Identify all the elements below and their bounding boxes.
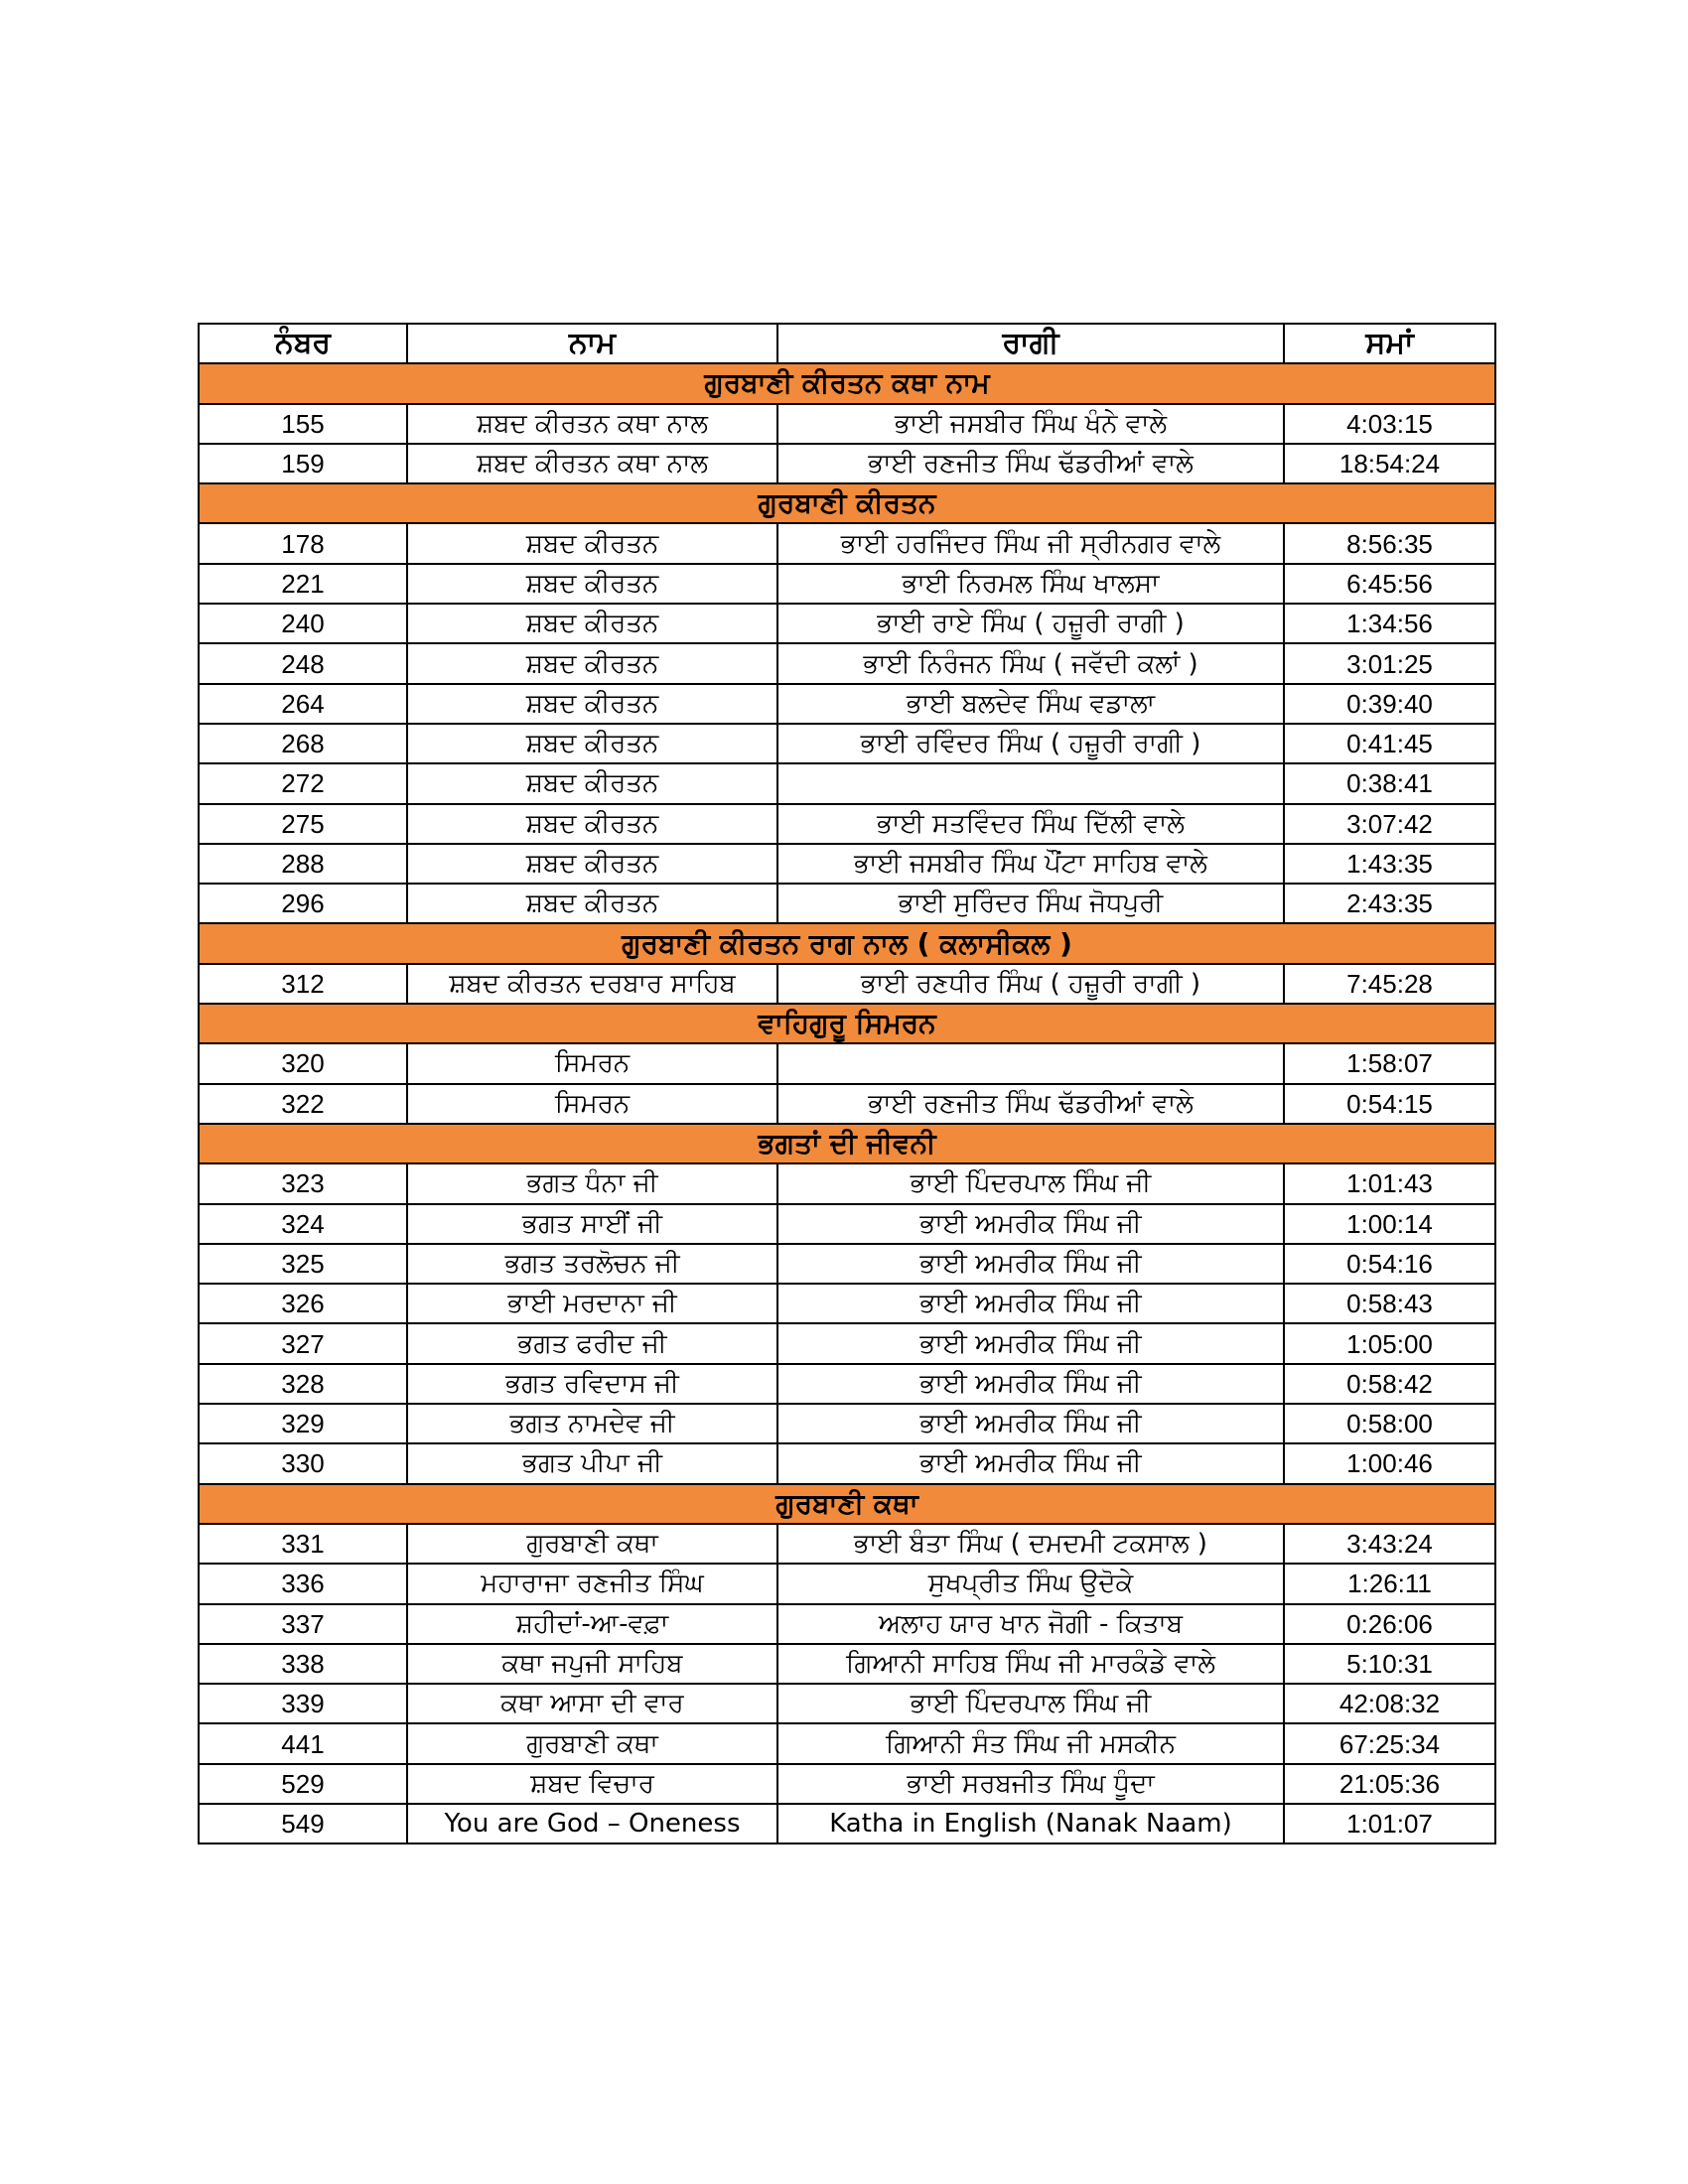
- cell-ragi: ਭਾਈ ਸਤਵਿੰਦਰ ਸਿੰਘ ਦਿੱਲੀ ਵਾਲੇ: [777, 804, 1284, 844]
- cell-number: 326: [199, 1284, 407, 1323]
- cell-number: 339: [199, 1684, 407, 1723]
- cell-number: 336: [199, 1564, 407, 1603]
- cell-time: 0:26:06: [1284, 1604, 1495, 1644]
- cell-name: ਭਗਤ ਧੰਨਾ ਜੀ: [407, 1163, 777, 1203]
- cell-name: ਭਗਤ ਤਰਲੋਚਨ ਜੀ: [407, 1244, 777, 1284]
- table-row: [199, 1163, 1495, 1203]
- cell-name: ਸ਼ਬਦ ਕੀਰਤਨ: [407, 684, 777, 724]
- cell-ragi: ਸੁਖਪ੍ਰੀਤ ਸਿੰਘ ਉਦੋਕੇ: [777, 1564, 1284, 1603]
- cell-time: 67:25:34: [1284, 1723, 1495, 1763]
- catalog-table: [198, 323, 1496, 1844]
- cell-number: 320: [199, 1043, 407, 1083]
- cell-ragi: ਗਿਆਨੀ ਸੰਤ ਸਿੰਘ ਜੀ ਮਸਕੀਨ: [777, 1723, 1284, 1763]
- cell-ragi: ਭਾਈ ਸੁਰਿੰਦਰ ਸਿੰਘ ਜੋਧਪੁਰੀ: [777, 884, 1284, 923]
- cell-ragi: ਅਲਾਹ ਯਾਰ ਖਾਨ ਜੋਗੀ - ਕਿਤਾਬ: [777, 1604, 1284, 1644]
- cell-name: ਗੁਰਬਾਣੀ ਕਥਾ: [407, 1524, 777, 1564]
- section-title: ਗੁਰਬਾਣੀ ਕੀਰਤਨ ਕਥਾ ਨਾਮ: [199, 363, 1495, 403]
- section-title: ਗੁਰਬਾਣੀ ਕੀਰਤਨ ਰਾਗ ਨਾਲ ( ਕਲਾਸੀਕਲ ): [199, 923, 1495, 963]
- cell-number: 268: [199, 724, 407, 763]
- table-row: [199, 1764, 1495, 1804]
- table-row: [199, 1204, 1495, 1244]
- cell-time: 0:41:45: [1284, 724, 1495, 763]
- cell-name: ਭਗਤ ਫਰੀਦ ਜੀ: [407, 1323, 777, 1363]
- cell-name: ਕਥਾ ਜਪੁਜੀ ਸਾਹਿਬ: [407, 1644, 777, 1684]
- table-row: [199, 1084, 1495, 1124]
- cell-time: 0:58:00: [1284, 1404, 1495, 1443]
- cell-ragi: ਭਾਈ ਅਮਰੀਕ ਸਿੰਘ ਜੀ: [777, 1204, 1284, 1244]
- cell-name: ਭਗਤ ਨਾਮਦੇਵ ਜੀ: [407, 1404, 777, 1443]
- cell-name: ਭਾਈ ਮਰਦਾਨਾ ਜੀ: [407, 1284, 777, 1323]
- table-row: [199, 1244, 1495, 1284]
- table-row: [199, 523, 1495, 563]
- cell-time: 0:38:41: [1284, 763, 1495, 803]
- cell-name: ਕਥਾ ਆਸਾ ਦੀ ਵਾਰ: [407, 1684, 777, 1723]
- cell-name: ਸਿਮਰਨ: [407, 1043, 777, 1083]
- table-row: [199, 604, 1495, 643]
- cell-name: ਭਗਤ ਪੀਪਾ ਜੀ: [407, 1443, 777, 1483]
- table-row: [199, 1284, 1495, 1323]
- cell-number: 323: [199, 1163, 407, 1203]
- table-row: [199, 444, 1495, 483]
- table-row: [199, 1323, 1495, 1363]
- cell-name: ਸ਼ਬਦ ਕੀਰਤਨ: [407, 523, 777, 563]
- cell-ragi: ਭਾਈ ਜਸਬੀਰ ਸਿੰਘ ਖੰਨੇ ਵਾਲੇ: [777, 404, 1284, 444]
- cell-time: 0:39:40: [1284, 684, 1495, 724]
- cell-time: 5:10:31: [1284, 1644, 1495, 1684]
- cell-ragi: ਭਾਈ ਅਮਰੀਕ ਸਿੰਘ ਜੀ: [777, 1323, 1284, 1363]
- cell-number: 155: [199, 404, 407, 444]
- table-row: [199, 763, 1495, 803]
- table-row: [199, 724, 1495, 763]
- cell-number: 288: [199, 844, 407, 884]
- cell-ragi: ਭਾਈ ਹਰਜਿੰਦਰ ਸਿੰਘ ਜੀ ਸ੍ਰੀਨਗਰ ਵਾਲੇ: [777, 523, 1284, 563]
- section-header-row: [199, 1484, 1495, 1524]
- section-header-row: [199, 483, 1495, 523]
- table-row: [199, 1443, 1495, 1483]
- cell-name: ਸ਼ਬਦ ਕੀਰਤਨ: [407, 884, 777, 923]
- cell-time: 7:45:28: [1284, 964, 1495, 1004]
- table-row: [199, 1364, 1495, 1404]
- section-header-row: [199, 1124, 1495, 1163]
- cell-name: ਸਿਮਰਨ: [407, 1084, 777, 1124]
- cell-number: 240: [199, 604, 407, 643]
- cell-time: 42:08:32: [1284, 1684, 1495, 1723]
- cell-time: 1:01:07: [1284, 1804, 1495, 1843]
- table-row: [199, 1604, 1495, 1644]
- section-header-row: [199, 923, 1495, 963]
- cell-name: ਸ਼ਬਦ ਵਿਚਾਰ: [407, 1764, 777, 1804]
- cell-name: ਸ਼ਹੀਦਾਂ-ਆ-ਵਫ਼ਾ: [407, 1604, 777, 1644]
- cell-number: 549: [199, 1804, 407, 1843]
- table-row: [199, 1524, 1495, 1564]
- header-number: ਨੰਬਰ: [199, 324, 407, 363]
- cell-name: ਭਗਤ ਰਵਿਦਾਸ ਜੀ: [407, 1364, 777, 1404]
- cell-time: 0:54:16: [1284, 1244, 1495, 1284]
- section-title: ਵਾਹਿਗੁਰੂ ਸਿਮਰਨ: [199, 1004, 1495, 1043]
- table-row: [199, 804, 1495, 844]
- cell-number: 312: [199, 964, 407, 1004]
- cell-ragi: ਭਾਈ ਅਮਰੀਕ ਸਿੰਘ ਜੀ: [777, 1284, 1284, 1323]
- table-row: [199, 1684, 1495, 1723]
- header-row: [199, 324, 1495, 363]
- cell-time: 1:58:07: [1284, 1043, 1495, 1083]
- cell-ragi: Katha in English (Nanak Naam): [777, 1804, 1284, 1843]
- cell-ragi: ਭਾਈ ਰਣਜੀਤ ਸਿੰਘ ਢੱਡਰੀਆਂ ਵਾਲੇ: [777, 1084, 1284, 1124]
- cell-ragi: ਭਾਈ ਰਣਧੀਰ ਸਿੰਘ ( ਹਜ਼ੂਰੀ ਰਾਗੀ ): [777, 964, 1284, 1004]
- cell-number: 324: [199, 1204, 407, 1244]
- cell-number: 338: [199, 1644, 407, 1684]
- cell-ragi: [777, 763, 1284, 803]
- section-header-row: [199, 1004, 1495, 1043]
- cell-ragi: ਭਾਈ ਨਿਰਮਲ ਸਿੰਘ ਖਾਲਸਾ: [777, 564, 1284, 604]
- cell-ragi: ਭਾਈ ਅਮਰੀਕ ਸਿੰਘ ਜੀ: [777, 1364, 1284, 1404]
- cell-name: ਸ਼ਬਦ ਕੀਰਤਨ ਦਰਬਾਰ ਸਾਹਿਬ: [407, 964, 777, 1004]
- cell-number: 330: [199, 1443, 407, 1483]
- header-time: ਸਮਾਂ: [1284, 324, 1495, 363]
- cell-number: 331: [199, 1524, 407, 1564]
- table-row: [199, 1723, 1495, 1763]
- cell-time: 18:54:24: [1284, 444, 1495, 483]
- cell-name: ਸ਼ਬਦ ਕੀਰਤਨ: [407, 763, 777, 803]
- cell-name: ਗੁਰਬਾਣੀ ਕਥਾ: [407, 1723, 777, 1763]
- cell-number: 329: [199, 1404, 407, 1443]
- cell-ragi: ਭਾਈ ਰਣਜੀਤ ਸਿੰਘ ਢੱਡਰੀਆਂ ਵਾਲੇ: [777, 444, 1284, 483]
- section-header-row: [199, 363, 1495, 403]
- section-title: ਗੁਰਬਾਣੀ ਕਥਾ: [199, 1484, 1495, 1524]
- cell-number: 264: [199, 684, 407, 724]
- cell-ragi: ਭਾਈ ਬੰਤਾ ਸਿੰਘ ( ਦਮਦਮੀ ਟਕਸਾਲ ): [777, 1524, 1284, 1564]
- cell-time: 2:43:35: [1284, 884, 1495, 923]
- cell-ragi: ਭਾਈ ਅਮਰੀਕ ਸਿੰਘ ਜੀ: [777, 1244, 1284, 1284]
- cell-name: ਸ਼ਬਦ ਕੀਰਤਨ: [407, 844, 777, 884]
- cell-ragi: ਭਾਈ ਬਲਦੇਵ ਸਿੰਘ ਵਡਾਲਾ: [777, 684, 1284, 724]
- cell-number: 275: [199, 804, 407, 844]
- cell-time: 1:00:46: [1284, 1443, 1495, 1483]
- table-row: [199, 844, 1495, 884]
- cell-number: 159: [199, 444, 407, 483]
- cell-number: 296: [199, 884, 407, 923]
- cell-number: 529: [199, 1764, 407, 1804]
- cell-ragi: ਭਾਈ ਅਮਰੀਕ ਸਿੰਘ ਜੀ: [777, 1443, 1284, 1483]
- cell-name: ਮਹਾਰਾਜਾ ਰਣਜੀਤ ਸਿੰਘ: [407, 1564, 777, 1603]
- cell-time: 8:56:35: [1284, 523, 1495, 563]
- cell-number: 325: [199, 1244, 407, 1284]
- cell-ragi: ਭਾਈ ਰਾਏ ਸਿੰਘ ( ਹਜ਼ੂਰੀ ਰਾਗੀ ): [777, 604, 1284, 643]
- table-row: [199, 964, 1495, 1004]
- cell-name: ਸ਼ਬਦ ਕੀਰਤਨ: [407, 804, 777, 844]
- cell-number: 337: [199, 1604, 407, 1644]
- table-row: [199, 1404, 1495, 1443]
- header-name: ਨਾਮ: [407, 324, 777, 363]
- cell-ragi: ਭਾਈ ਪਿੰਦਰਪਾਲ ਸਿੰਘ ਜੀ: [777, 1163, 1284, 1203]
- cell-number: 328: [199, 1364, 407, 1404]
- cell-time: 4:03:15: [1284, 404, 1495, 444]
- section-title: ਗੁਰਬਾਣੀ ਕੀਰਤਨ: [199, 483, 1495, 523]
- table-row: [199, 1043, 1495, 1083]
- cell-number: 248: [199, 643, 407, 683]
- section-title: ਭਗਤਾਂ ਦੀ ਜੀਵਨੀ: [199, 1124, 1495, 1163]
- cell-time: 1:34:56: [1284, 604, 1495, 643]
- cell-number: 327: [199, 1323, 407, 1363]
- table-row: [199, 1804, 1495, 1843]
- cell-time: 1:26:11: [1284, 1564, 1495, 1603]
- cell-name: ਸ਼ਬਦ ਕੀਰਤਨ: [407, 724, 777, 763]
- table-row: [199, 884, 1495, 923]
- cell-name: ਸ਼ਬਦ ਕੀਰਤਨ: [407, 643, 777, 683]
- cell-ragi: ਭਾਈ ਸਰਬਜੀਤ ਸਿੰਘ ਧੂੰਦਾ: [777, 1764, 1284, 1804]
- table-row: [199, 1644, 1495, 1684]
- cell-time: 0:54:15: [1284, 1084, 1495, 1124]
- cell-time: 3:43:24: [1284, 1524, 1495, 1564]
- cell-time: 6:45:56: [1284, 564, 1495, 604]
- cell-time: 1:43:35: [1284, 844, 1495, 884]
- cell-ragi: ਭਾਈ ਰਵਿੰਦਰ ਸਿੰਘ ( ਹਜ਼ੂਰੀ ਰਾਗੀ ): [777, 724, 1284, 763]
- cell-number: 441: [199, 1723, 407, 1763]
- cell-name: You are God – Oneness: [407, 1804, 777, 1843]
- cell-time: 0:58:43: [1284, 1284, 1495, 1323]
- cell-time: 1:05:00: [1284, 1323, 1495, 1363]
- table-row: [199, 404, 1495, 444]
- header-ragi: ਰਾਗੀ: [777, 324, 1284, 363]
- cell-name: ਸ਼ਬਦ ਕੀਰਤਨ ਕਥਾ ਨਾਲ: [407, 444, 777, 483]
- cell-number: 221: [199, 564, 407, 604]
- cell-ragi: [777, 1043, 1284, 1083]
- cell-time: 21:05:36: [1284, 1764, 1495, 1804]
- cell-time: 1:01:43: [1284, 1163, 1495, 1203]
- cell-time: 1:00:14: [1284, 1204, 1495, 1244]
- cell-number: 178: [199, 523, 407, 563]
- table-row: [199, 1564, 1495, 1603]
- cell-ragi: ਭਾਈ ਨਿਰੰਜਨ ਸਿੰਘ ( ਜਵੱਦੀ ਕਲਾਂ ): [777, 643, 1284, 683]
- table-row: [199, 684, 1495, 724]
- cell-ragi: ਗਿਆਨੀ ਸਾਹਿਬ ਸਿੰਘ ਜੀ ਮਾਰਕੰਡੇ ਵਾਲੇ: [777, 1644, 1284, 1684]
- cell-ragi: ਭਾਈ ਜਸਬੀਰ ਸਿੰਘ ਪੌਂਟਾ ਸਾਹਿਬ ਵਾਲੇ: [777, 844, 1284, 884]
- cell-name: ਸ਼ਬਦ ਕੀਰਤਨ: [407, 564, 777, 604]
- cell-name: ਭਗਤ ਸਾਈਂ ਜੀ: [407, 1204, 777, 1244]
- cell-number: 322: [199, 1084, 407, 1124]
- table-row: [199, 564, 1495, 604]
- table-row: [199, 643, 1495, 683]
- cell-name: ਸ਼ਬਦ ਕੀਰਤਨ ਕਥਾ ਨਾਲ: [407, 404, 777, 444]
- cell-ragi: ਭਾਈ ਪਿੰਦਰਪਾਲ ਸਿੰਘ ਜੀ: [777, 1684, 1284, 1723]
- cell-number: 272: [199, 763, 407, 803]
- cell-ragi: ਭਾਈ ਅਮਰੀਕ ਸਿੰਘ ਜੀ: [777, 1404, 1284, 1443]
- cell-time: 3:01:25: [1284, 643, 1495, 683]
- cell-name: ਸ਼ਬਦ ਕੀਰਤਨ: [407, 604, 777, 643]
- cell-time: 0:58:42: [1284, 1364, 1495, 1404]
- cell-time: 3:07:42: [1284, 804, 1495, 844]
